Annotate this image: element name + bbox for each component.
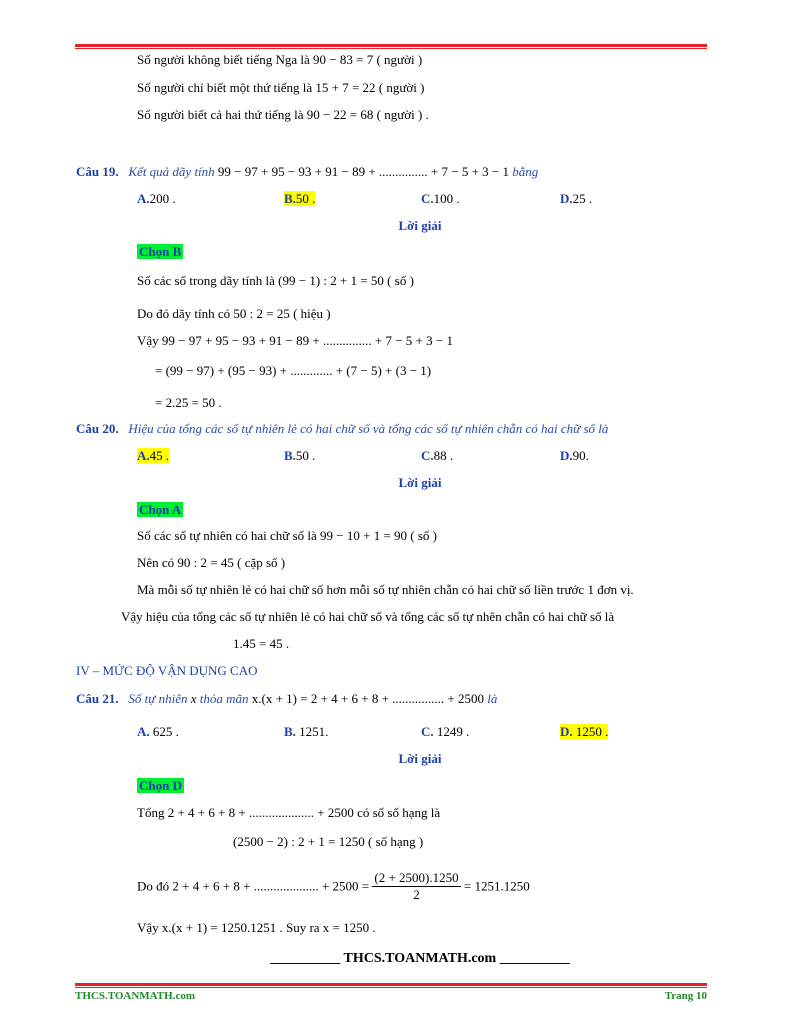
solution-step: Do đó dãy tính có 50 : 2 = 25 ( hiệu ) — [137, 306, 331, 321]
option-b: B.50 . — [284, 191, 316, 206]
option-d: D.90. — [560, 448, 589, 463]
solution-step: 1.45 = 45 . — [233, 636, 290, 651]
footer-site: THCS.TOANMATH.com — [75, 990, 195, 1002]
solution-step: Tổng 2 + 4 + 6 + 8 + .................... + 2500 có số số hạng là — [137, 805, 441, 820]
question-label: Câu 21. — [76, 691, 119, 706]
question-text-mid: thỏa mãn — [199, 691, 249, 706]
text-line: Số người biết cả hai thứ tiếng là 90 − 22 = 68 ( người ) . — [137, 107, 429, 122]
option-a: A.45 . — [137, 448, 170, 463]
option-a: A. 625 . — [137, 724, 179, 739]
question-21 — [76, 691, 497, 707]
question-text: Số tự nhiên — [128, 691, 188, 706]
solution-step: Số các số trong dãy tính là (99 − 1) : 2 + 1 = 50 ( số ) — [137, 273, 414, 288]
text-line: Số người không biết tiếng Nga là 90 − 83 = 7 ( người ) — [137, 52, 423, 67]
header-rule — [75, 44, 707, 47]
option-b: B.50 . — [284, 448, 316, 463]
solution-step: Mà mỗi số tự nhiên lẻ có hai chữ số hơn mỗi số tự nhiên chẵn có hai chữ số liền trước 1 đơn vị. — [137, 582, 634, 597]
header-rule-thin — [75, 48, 707, 49]
question-20 — [76, 421, 608, 437]
option-c: C.100 . — [421, 191, 460, 206]
question-label: Câu 19. — [76, 164, 119, 179]
solution-step-fraction: Do đó 2 + 4 + 6 + 8 + .................... + 2500 = $\frac{(2 + 2500).1250}{2}$ = 1251.1250 — [137, 870, 530, 902]
text-line: Số người chỉ biết một thứ tiếng là 15 + 7 = 22 ( người ) — [137, 80, 425, 95]
option-c: C. 1249 . — [421, 724, 470, 739]
question-19 — [76, 164, 538, 180]
question-label: Câu 20. — [76, 421, 119, 436]
footer-rule — [75, 983, 707, 986]
question-text-end: bằng — [512, 164, 539, 179]
fraction: $\frac{(2 + 2500).1250}{2}$ — [374, 870, 459, 902]
solution-step: Vậy hiệu của tổng các số tự nhiên lẻ có hai chữ số và tổng các số tự nhên chẵn có hai chữ số là — [121, 609, 615, 624]
solution-step: = (99 − 97) + (95 − 93) + ............. + (7 − 5) + (3 − 1) — [155, 363, 432, 378]
question-expr: x.(x + 1) = 2 + 4 + 6 + 8 + ................ + 2500 — [251, 691, 484, 706]
footer-center: __________ THCS.TOANMATH.com __________ — [270, 951, 570, 966]
section-heading: IV – MỨC ĐỘ VẬN DỤNG CAO — [76, 663, 258, 678]
solution-title: Lời giải — [398, 475, 442, 490]
option-a: A.200 . — [137, 191, 176, 206]
solution-step: Vậy 99 − 97 + 95 − 93 + 91 − 89 + ............... + 7 − 5 + 3 − 1 — [137, 333, 453, 348]
answer-choice: Chọn A — [139, 502, 182, 517]
page-number: Trang 10 — [664, 990, 707, 1002]
option-d: D. 1250 . — [560, 724, 609, 739]
question-text-end: là — [487, 691, 498, 706]
solution-title: Lời giải — [398, 751, 442, 766]
option-b: B. 1251. — [284, 724, 329, 739]
solution-step: (2500 − 2) : 2 + 1 = 1250 ( số hạng ) — [233, 834, 424, 849]
solution-step: Nên có 90 : 2 = 45 ( cặp số ) — [137, 555, 286, 570]
option-c: C.88 . — [421, 448, 454, 463]
option-d: D.25 . — [560, 191, 593, 206]
question-text: Hiệu của tổng các số tự nhiên lẻ có hai chữ số và tổng các số tự nhiên chẵn có hai chữ số là — [128, 421, 609, 436]
solution-title: Lời giải — [398, 218, 442, 233]
question-var: x — [190, 691, 197, 706]
solution-step: Vậy x.(x + 1) = 1250.1251 . Suy ra x = 1250 . — [137, 920, 376, 935]
footer-rule-thin — [75, 987, 707, 988]
question-text: Kết quả dãy tính — [128, 164, 215, 179]
answer-choice: Chọn B — [139, 244, 182, 259]
solution-step: Số các số tự nhiên có hai chữ số là 99 − 10 + 1 = 90 ( số ) — [137, 528, 438, 543]
solution-step: = 2.25 = 50 . — [155, 395, 222, 410]
question-expr: 99 − 97 + 95 − 93 + 91 − 89 + ............... + 7 − 5 + 3 − 1 — [217, 164, 509, 179]
answer-choice: Chọn D — [139, 778, 182, 793]
